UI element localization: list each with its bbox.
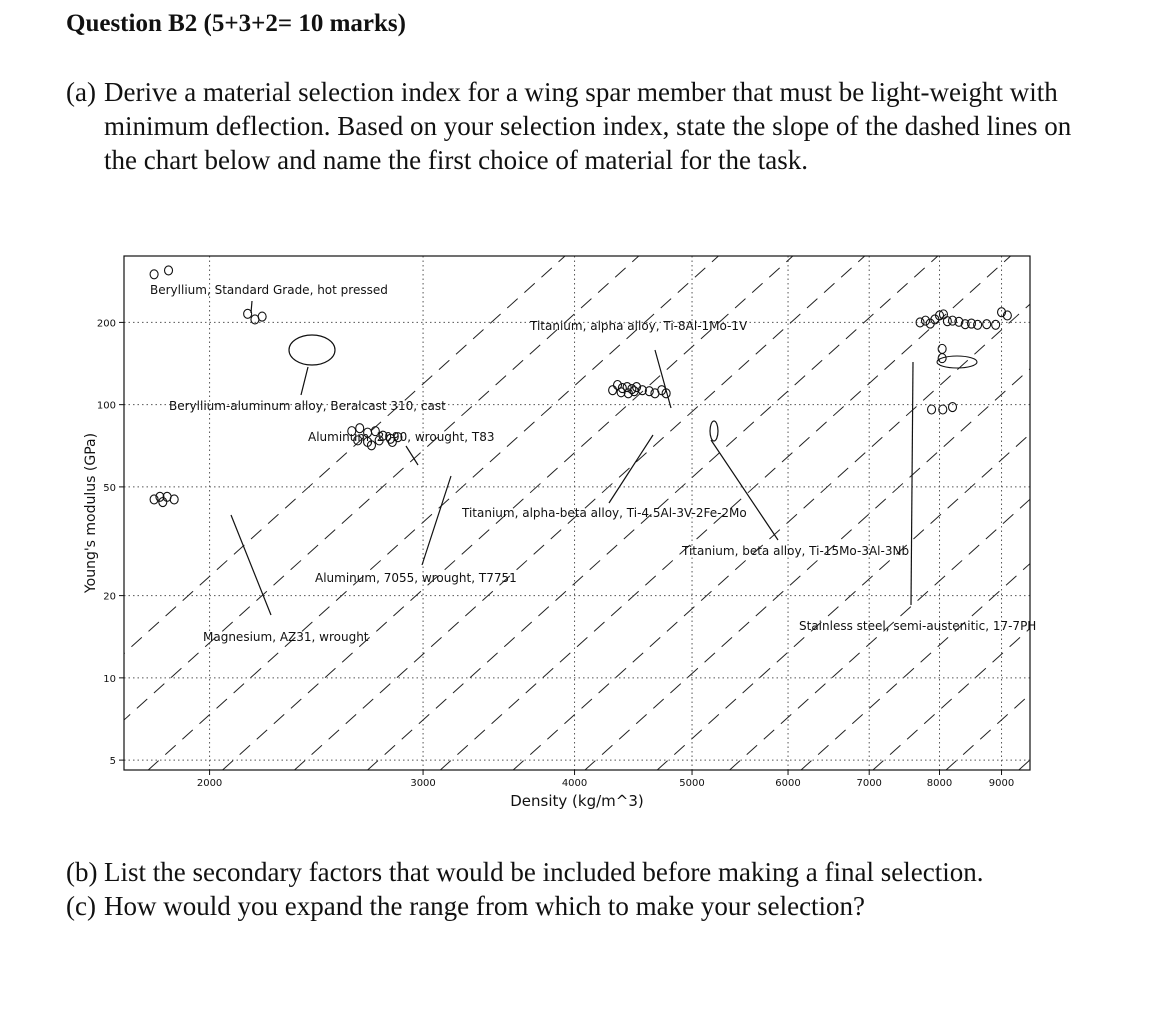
part-a-tag: (a): [66, 77, 96, 107]
guide-line: [1019, 256, 1152, 770]
material-label: Magnesium, AZ31, wrought: [203, 630, 369, 644]
material-label: Titanium, alpha alloy, Ti-8Al-1Mo-1V: [530, 319, 748, 333]
label-leader-line: [406, 446, 418, 465]
part-b-text: List the secondary factors that would be included before making a final selection.: [104, 857, 984, 887]
guide-line: [730, 256, 1152, 770]
material-point: [159, 498, 167, 507]
material-point: [165, 266, 173, 275]
material-label: Aluminum, 7055, wrought, T7751: [315, 571, 517, 585]
material-label: Beryllium-aluminum alloy, Beralcast 310, cast: [169, 399, 446, 413]
material-point: [938, 344, 946, 353]
part-a-text: Derive a material selection index for a wing spar member that must be light-weight with minimum deflection. Based on your selection index, state the slope of the dashed lines on the chart below and name the first choice of material for the task.: [104, 77, 1072, 175]
label-leader-line: [609, 435, 653, 503]
material-points: [150, 266, 1011, 507]
question-part-b: [66, 855, 1096, 889]
material-label: Aluminum, 2090, wrought, T83: [308, 430, 495, 444]
material-point: [609, 386, 617, 395]
x-tick-label: 6000: [775, 778, 801, 789]
material-point: [170, 495, 178, 504]
x-tick-label: 8000: [926, 778, 953, 789]
label-leader-line: [231, 515, 271, 615]
x-tick-label: 2000: [196, 778, 223, 789]
x-tick-label: 7000: [856, 778, 882, 789]
material-label: Stainless steel, semi-austenitic, 17-7PH: [799, 619, 1037, 633]
material-label: Titanium, beta alloy, Ti-15Mo-3Al-3Nb: [682, 544, 910, 558]
label-leader-line: [301, 367, 308, 395]
steel-envelope: [937, 356, 977, 368]
label-leader-line: [251, 301, 252, 313]
question-title: Question B2 (5+3+2= 10 marks): [66, 10, 406, 37]
material-point: [992, 320, 1000, 329]
part-c-tag: (c): [66, 891, 96, 921]
x-tick-label: 4000: [561, 778, 588, 789]
y-tick-label: 20: [103, 591, 116, 603]
material-point: [150, 270, 158, 279]
beryllium-al-envelope: [289, 335, 335, 365]
material-point: [922, 316, 930, 325]
y-tick-label: 50: [103, 482, 116, 494]
x-axis-label: Density (kg/m^3): [510, 792, 644, 810]
part-b-tag: (b): [66, 857, 98, 887]
material-point: [928, 405, 936, 414]
guide-line: [873, 256, 1152, 770]
material-labels: [150, 283, 1036, 644]
label-leader-line: [711, 440, 778, 540]
material-point: [949, 403, 957, 412]
x-tick-label: 9000: [988, 778, 1015, 789]
y-tick-label: 100: [96, 400, 116, 412]
label-leader-lines: [231, 301, 913, 615]
titanium-beta-point: [710, 421, 718, 441]
chart-axes: [83, 256, 1030, 810]
label-leader-line: [911, 362, 913, 605]
label-leader-line: [655, 350, 671, 408]
guide-line: [801, 256, 1152, 770]
part-c-text: How would you expand the range from which to make your selection?: [104, 891, 866, 921]
label-leader-line: [422, 476, 451, 565]
material-label: Titanium, alpha-beta alloy, Ti-4.5Al-3V-2Fe-2Mo: [462, 506, 747, 520]
y-tick-label: 200: [96, 318, 116, 330]
y-tick-label: 5: [109, 756, 116, 768]
material-label: Beryllium, Standard Grade, hot pressed: [150, 283, 388, 297]
material-point: [983, 320, 991, 329]
question-part-c: [66, 889, 1096, 923]
guide-line: [946, 256, 1152, 770]
y-tick-label: 10: [103, 673, 116, 685]
x-tick-label: 3000: [410, 778, 436, 789]
y-axis-label: Young's modulus (GPa): [83, 432, 99, 594]
x-tick-label: 5000: [679, 778, 705, 789]
material-point: [244, 309, 252, 318]
